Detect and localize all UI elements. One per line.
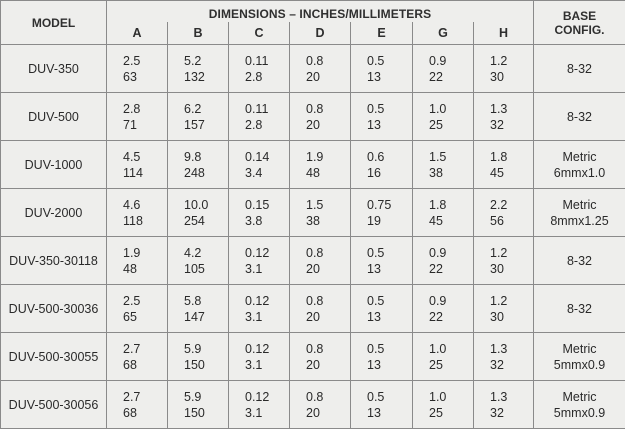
base-config-line: Metric	[534, 341, 625, 357]
millimeters-value: 25	[429, 405, 473, 421]
dimension-cell-b	[168, 189, 229, 237]
millimeters-value: 150	[184, 357, 228, 373]
base-config-line: 8-32	[534, 301, 625, 317]
inches-value: 0.12	[245, 341, 289, 357]
millimeters-value: 3.1	[245, 405, 289, 421]
model-cell: DUV-1000	[1, 141, 107, 189]
millimeters-value: 3.1	[245, 309, 289, 325]
inches-value: 0.6	[367, 149, 412, 165]
inches-value: 5.2	[184, 53, 228, 69]
inches-value: 2.8	[123, 101, 167, 117]
column-header-b: B	[168, 22, 229, 45]
dimension-cell-e	[351, 141, 413, 189]
millimeters-value: 32	[490, 357, 533, 373]
dimension-cell-g	[413, 237, 474, 285]
millimeters-value: 32	[490, 405, 533, 421]
inches-value: 0.5	[367, 101, 412, 117]
inches-value: 1.2	[490, 245, 533, 261]
base-config-line: 5mmx0.9	[534, 405, 625, 421]
inches-value: 1.9	[123, 245, 167, 261]
dimension-cell-g	[413, 285, 474, 333]
table-row	[1, 285, 625, 333]
millimeters-value: 68	[123, 357, 167, 373]
column-header-g: G	[413, 22, 474, 45]
dimension-cell-b	[168, 285, 229, 333]
millimeters-value: 147	[184, 309, 228, 325]
dimension-cell-h	[474, 141, 534, 189]
base-config-cell	[534, 93, 625, 141]
model-cell: DUV-500	[1, 93, 107, 141]
millimeters-value: 45	[490, 165, 533, 181]
inches-value: 1.2	[490, 53, 533, 69]
millimeters-value: 2.8	[245, 117, 289, 133]
inches-value: 9.8	[184, 149, 228, 165]
base-config-line: 5mmx0.9	[534, 357, 625, 373]
millimeters-value: 25	[429, 117, 473, 133]
inches-value: 0.75	[367, 197, 412, 213]
dimension-cell-d	[290, 333, 351, 381]
dimension-cell-e	[351, 237, 413, 285]
millimeters-value: 13	[367, 405, 412, 421]
dimension-cell-b	[168, 141, 229, 189]
base-config-cell	[534, 237, 625, 285]
dimension-cell-e	[351, 333, 413, 381]
millimeters-value: 71	[123, 117, 167, 133]
column-header-h: H	[474, 22, 534, 45]
millimeters-value: 3.4	[245, 165, 289, 181]
dimension-cell-d	[290, 381, 351, 429]
dimension-cell-c	[229, 45, 290, 93]
millimeters-value: 20	[306, 261, 350, 277]
millimeters-value: 254	[184, 213, 228, 229]
inches-value: 1.0	[429, 341, 473, 357]
dimension-cell-c	[229, 333, 290, 381]
inches-value: 2.5	[123, 53, 167, 69]
inches-value: 5.9	[184, 389, 228, 405]
table-row	[1, 333, 625, 381]
base-config-line: Metric	[534, 389, 625, 405]
dimension-cell-d	[290, 141, 351, 189]
millimeters-value: 22	[429, 69, 473, 85]
model-cell: DUV-500-30056	[1, 381, 107, 429]
dimension-cell-d	[290, 285, 351, 333]
millimeters-value: 38	[429, 165, 473, 181]
table-row	[1, 189, 625, 237]
header-row-top	[1, 1, 625, 23]
inches-value: 1.5	[306, 197, 350, 213]
millimeters-value: 63	[123, 69, 167, 85]
millimeters-value: 118	[123, 213, 167, 229]
base-config-line: 6mmx1.0	[534, 165, 625, 181]
dimension-cell-c	[229, 189, 290, 237]
dimension-cell-h	[474, 93, 534, 141]
base-config-cell	[534, 333, 625, 381]
table-body	[1, 45, 625, 429]
dimension-cell-d	[290, 45, 351, 93]
millimeters-value: 68	[123, 405, 167, 421]
dimension-cell-e	[351, 285, 413, 333]
millimeters-value: 45	[429, 213, 473, 229]
model-cell: DUV-500-30055	[1, 333, 107, 381]
base-config-line: 8-32	[534, 109, 625, 125]
dimension-cell-b	[168, 333, 229, 381]
millimeters-value: 19	[367, 213, 412, 229]
inches-value: 2.7	[123, 389, 167, 405]
inches-value: 0.5	[367, 389, 412, 405]
millimeters-value: 48	[123, 261, 167, 277]
base-config-header-line1: BASE	[534, 9, 625, 23]
dimension-cell-h	[474, 285, 534, 333]
table-row	[1, 237, 625, 285]
dimension-cell-b	[168, 381, 229, 429]
dimension-cell-b	[168, 93, 229, 141]
millimeters-value: 2.8	[245, 69, 289, 85]
inches-value: 4.6	[123, 197, 167, 213]
dimension-cell-d	[290, 189, 351, 237]
dimension-cell-g	[413, 141, 474, 189]
millimeters-value: 38	[306, 213, 350, 229]
millimeters-value: 13	[367, 357, 412, 373]
inches-value: 1.3	[490, 101, 533, 117]
inches-value: 2.2	[490, 197, 533, 213]
millimeters-value: 22	[429, 261, 473, 277]
model-header: MODEL	[1, 1, 107, 45]
dimension-cell-b	[168, 237, 229, 285]
dimension-cell-h	[474, 189, 534, 237]
millimeters-value: 22	[429, 309, 473, 325]
inches-value: 0.5	[367, 293, 412, 309]
inches-value: 0.12	[245, 293, 289, 309]
dimension-cell-a	[107, 189, 168, 237]
inches-value: 0.14	[245, 149, 289, 165]
millimeters-value: 3.1	[245, 357, 289, 373]
dimension-cell-h	[474, 381, 534, 429]
model-cell: DUV-350-30118	[1, 237, 107, 285]
inches-value: 0.11	[245, 53, 289, 69]
millimeters-value: 150	[184, 405, 228, 421]
dimension-cell-a	[107, 93, 168, 141]
inches-value: 1.9	[306, 149, 350, 165]
dimension-cell-d	[290, 237, 351, 285]
dimension-cell-c	[229, 141, 290, 189]
table-row	[1, 141, 625, 189]
millimeters-value: 16	[367, 165, 412, 181]
inches-value: 0.8	[306, 341, 350, 357]
millimeters-value: 3.1	[245, 261, 289, 277]
column-header-e: E	[351, 22, 413, 45]
inches-value: 0.8	[306, 101, 350, 117]
millimeters-value: 13	[367, 117, 412, 133]
base-config-header	[534, 1, 625, 45]
dimension-cell-a	[107, 333, 168, 381]
dimension-cell-h	[474, 45, 534, 93]
dimension-cell-c	[229, 237, 290, 285]
dimension-cell-c	[229, 381, 290, 429]
millimeters-value: 13	[367, 261, 412, 277]
inches-value: 0.11	[245, 101, 289, 117]
millimeters-value: 30	[490, 69, 533, 85]
inches-value: 0.8	[306, 389, 350, 405]
table-row	[1, 381, 625, 429]
inches-value: 1.3	[490, 389, 533, 405]
inches-value: 0.5	[367, 53, 412, 69]
dimension-cell-g	[413, 93, 474, 141]
millimeters-value: 248	[184, 165, 228, 181]
model-cell: DUV-500-30036	[1, 285, 107, 333]
base-config-cell	[534, 189, 625, 237]
millimeters-value: 48	[306, 165, 350, 181]
dimension-cell-g	[413, 45, 474, 93]
inches-value: 1.8	[429, 197, 473, 213]
millimeters-value: 20	[306, 309, 350, 325]
millimeters-value: 56	[490, 213, 533, 229]
dimension-cell-e	[351, 93, 413, 141]
base-config-line: 8-32	[534, 61, 625, 77]
dimension-cell-e	[351, 381, 413, 429]
dimension-cell-b	[168, 45, 229, 93]
inches-value: 1.3	[490, 341, 533, 357]
inches-value: 0.12	[245, 389, 289, 405]
dimension-cell-h	[474, 237, 534, 285]
base-config-line: Metric	[534, 197, 625, 213]
base-config-cell	[534, 381, 625, 429]
inches-value: 0.8	[306, 293, 350, 309]
inches-value: 2.7	[123, 341, 167, 357]
millimeters-value: 20	[306, 357, 350, 373]
millimeters-value: 114	[123, 165, 167, 181]
inches-value: 6.2	[184, 101, 228, 117]
inches-value: 0.5	[367, 245, 412, 261]
inches-value: 0.5	[367, 341, 412, 357]
dimension-cell-e	[351, 45, 413, 93]
inches-value: 0.9	[429, 293, 473, 309]
millimeters-value: 13	[367, 309, 412, 325]
millimeters-value: 132	[184, 69, 228, 85]
millimeters-value: 65	[123, 309, 167, 325]
inches-value: 1.2	[490, 293, 533, 309]
base-config-line: 8mmx1.25	[534, 213, 625, 229]
millimeters-value: 20	[306, 69, 350, 85]
inches-value: 4.2	[184, 245, 228, 261]
millimeters-value: 30	[490, 309, 533, 325]
column-header-d: D	[290, 22, 351, 45]
millimeters-value: 25	[429, 357, 473, 373]
dimension-cell-a	[107, 285, 168, 333]
inches-value: 1.5	[429, 149, 473, 165]
base-config-cell	[534, 285, 625, 333]
column-header-c: C	[229, 22, 290, 45]
dimension-cell-g	[413, 381, 474, 429]
inches-value: 1.0	[429, 101, 473, 117]
millimeters-value: 20	[306, 405, 350, 421]
millimeters-value: 30	[490, 261, 533, 277]
base-config-header-line2: CONFIG.	[534, 23, 625, 37]
table-row	[1, 93, 625, 141]
inches-value: 4.5	[123, 149, 167, 165]
base-config-line: Metric	[534, 149, 625, 165]
millimeters-value: 3.8	[245, 213, 289, 229]
millimeters-value: 157	[184, 117, 228, 133]
dimension-cell-c	[229, 285, 290, 333]
dimension-cell-g	[413, 333, 474, 381]
dimension-cell-a	[107, 237, 168, 285]
model-cell: DUV-2000	[1, 189, 107, 237]
inches-value: 5.9	[184, 341, 228, 357]
inches-value: 1.0	[429, 389, 473, 405]
millimeters-value: 13	[367, 69, 412, 85]
dimension-cell-a	[107, 45, 168, 93]
dimension-cell-a	[107, 381, 168, 429]
column-header-a: A	[107, 22, 168, 45]
inches-value: 5.8	[184, 293, 228, 309]
inches-value: 0.8	[306, 53, 350, 69]
dimension-cell-e	[351, 189, 413, 237]
base-config-cell	[534, 141, 625, 189]
inches-value: 0.9	[429, 53, 473, 69]
inches-value: 2.5	[123, 293, 167, 309]
dimension-cell-h	[474, 333, 534, 381]
inches-value: 0.8	[306, 245, 350, 261]
inches-value: 10.0	[184, 197, 228, 213]
dimension-cell-a	[107, 141, 168, 189]
inches-value: 0.15	[245, 197, 289, 213]
inches-value: 0.9	[429, 245, 473, 261]
dimensions-header: DIMENSIONS – INCHES/MILLIMETERS	[107, 1, 534, 23]
model-cell: DUV-350	[1, 45, 107, 93]
dimension-cell-d	[290, 93, 351, 141]
base-config-line: 8-32	[534, 253, 625, 269]
inches-value: 1.8	[490, 149, 533, 165]
millimeters-value: 32	[490, 117, 533, 133]
base-config-cell	[534, 45, 625, 93]
millimeters-value: 20	[306, 117, 350, 133]
millimeters-value: 105	[184, 261, 228, 277]
dimension-cell-c	[229, 93, 290, 141]
inches-value: 0.12	[245, 245, 289, 261]
dimension-cell-g	[413, 189, 474, 237]
table-row	[1, 45, 625, 93]
